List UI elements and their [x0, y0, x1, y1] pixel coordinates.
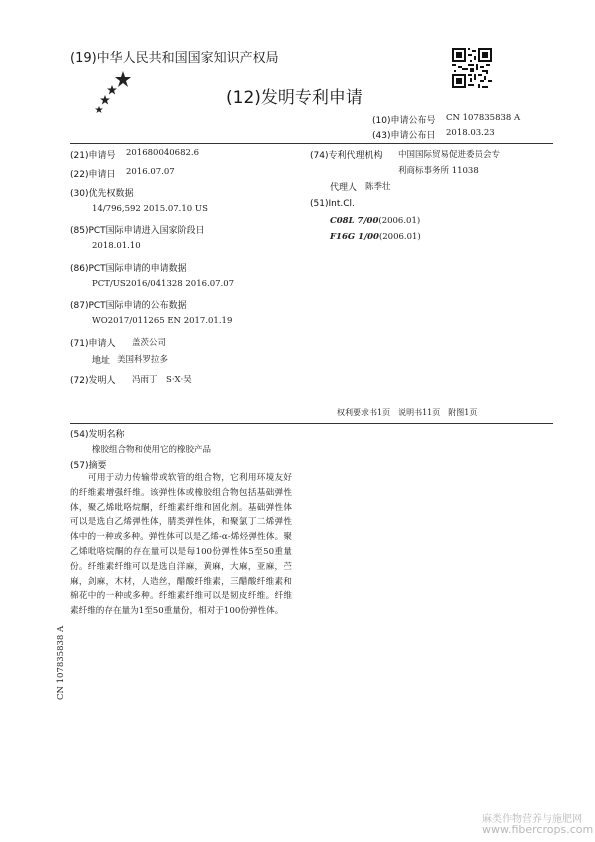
authority-title: (19)中华人民共和国国家知识产权局 [70, 51, 279, 66]
app-date-label: (22)申请日 [70, 170, 116, 180]
classification-2 [330, 232, 421, 242]
pub-no-label: (10)申请公布号 [372, 116, 436, 126]
address-value: 美国科罗拉多 [117, 355, 169, 365]
agent-label: 代理人 [330, 183, 358, 193]
cl1-version: (2006.01) [378, 216, 421, 226]
side-publication-number: CN 107835838 A [56, 625, 66, 700]
inventor-label: (72)发明人 [70, 376, 116, 386]
pub-no-value: CN 107835838 A [446, 113, 521, 123]
abstract-text: 可用于动力传输带或软管的组合物，它利用环境友好的纤维素增强纤维。该弹性体或橡胶组合物包括基础弹性体，聚乙烯吡咯烷酮，纤维素纤维和固化剂。基础弹性体可以是选自乙烯弹性体，腈类弹性体，和聚氯丁二烯弹性体中的一种或多种。弹性体可以是乙烯-α-烯烃弹性体。聚乙烯吡咯烷酮的存在量可以是每100份弹性体5至50重量份。纤维素纤维可以是选自洋麻，黄麻，大麻，亚麻，苎麻，剑麻，木材，人造丝，醋酸纤维素，三醋酸纤维素和棉花中的一种或多种。纤维素纤维可以是韧皮纤维。纤维素纤维的存在量为1至50重量份，相对于100份弹性体。 [70, 473, 292, 617]
priority-value: 14/796,592 2015.07.10 US [92, 204, 208, 214]
cl2-version: (2006.01) [378, 232, 421, 242]
top-divider [70, 143, 553, 144]
abstract-label: (57)摘要 [70, 461, 107, 471]
cl1-code: C08L 7/00 [330, 216, 379, 226]
mid-divider [70, 423, 553, 424]
invention-title: 橡胶组合物和使用它的橡胶产品 [92, 445, 212, 455]
priority-label: (30)优先权数据 [70, 189, 134, 199]
classification-1 [330, 216, 420, 226]
app-no-value: 201680040682.6 [126, 148, 200, 158]
qr-code [452, 48, 492, 88]
pages-info: 权利要求书1页 说明书11页 附图1页 [337, 408, 478, 417]
watermark-line2: www.fibercrops.com [482, 823, 594, 836]
pct-app-label: (86)PCT国际申请的申请数据 [70, 264, 187, 274]
agency-label: (74)专利代理机构 [310, 151, 383, 161]
agency-line1: 中国国际贸易促进委员会专 [398, 150, 501, 160]
agency-line2: 利商标事务所 11038 [398, 166, 479, 176]
applicant-value: 盖茨公司 [132, 338, 167, 348]
pub-date-label: (43)申请公布日 [372, 131, 436, 141]
watermark-line1: 麻类作物营养与施肥网 [482, 814, 582, 825]
cl2-code: F16G 1/00 [330, 232, 379, 242]
address-label: 地址 [92, 356, 111, 366]
pct-entry-label: (85)PCT国际申请进入国家阶段日 [70, 226, 205, 236]
national-emblem-logo [92, 65, 138, 117]
int-cl-label: (51)Int.Cl. [310, 199, 355, 209]
app-date-value: 2016.07.07 [126, 167, 175, 177]
applicant-label: (71)申请人 [70, 339, 116, 349]
pct-app-value: PCT/US2016/041328 2016.07.07 [92, 279, 235, 289]
inventor-value: 冯雨丁 S·X·吴 [132, 375, 192, 385]
document-type-title: (12)发明专利申请 [226, 88, 363, 108]
pub-date-value: 2018.03.23 [446, 128, 495, 138]
pct-pub-value: WO2017/011265 EN 2017.01.19 [92, 316, 233, 326]
agent-value: 陈季壮 [365, 182, 391, 192]
pct-entry-value: 2018.01.10 [92, 241, 141, 251]
title-label: (54)发明名称 [70, 430, 125, 440]
app-no-label: (21)申请号 [70, 151, 116, 161]
pct-pub-label: (87)PCT国际申请的公布数据 [70, 301, 187, 311]
